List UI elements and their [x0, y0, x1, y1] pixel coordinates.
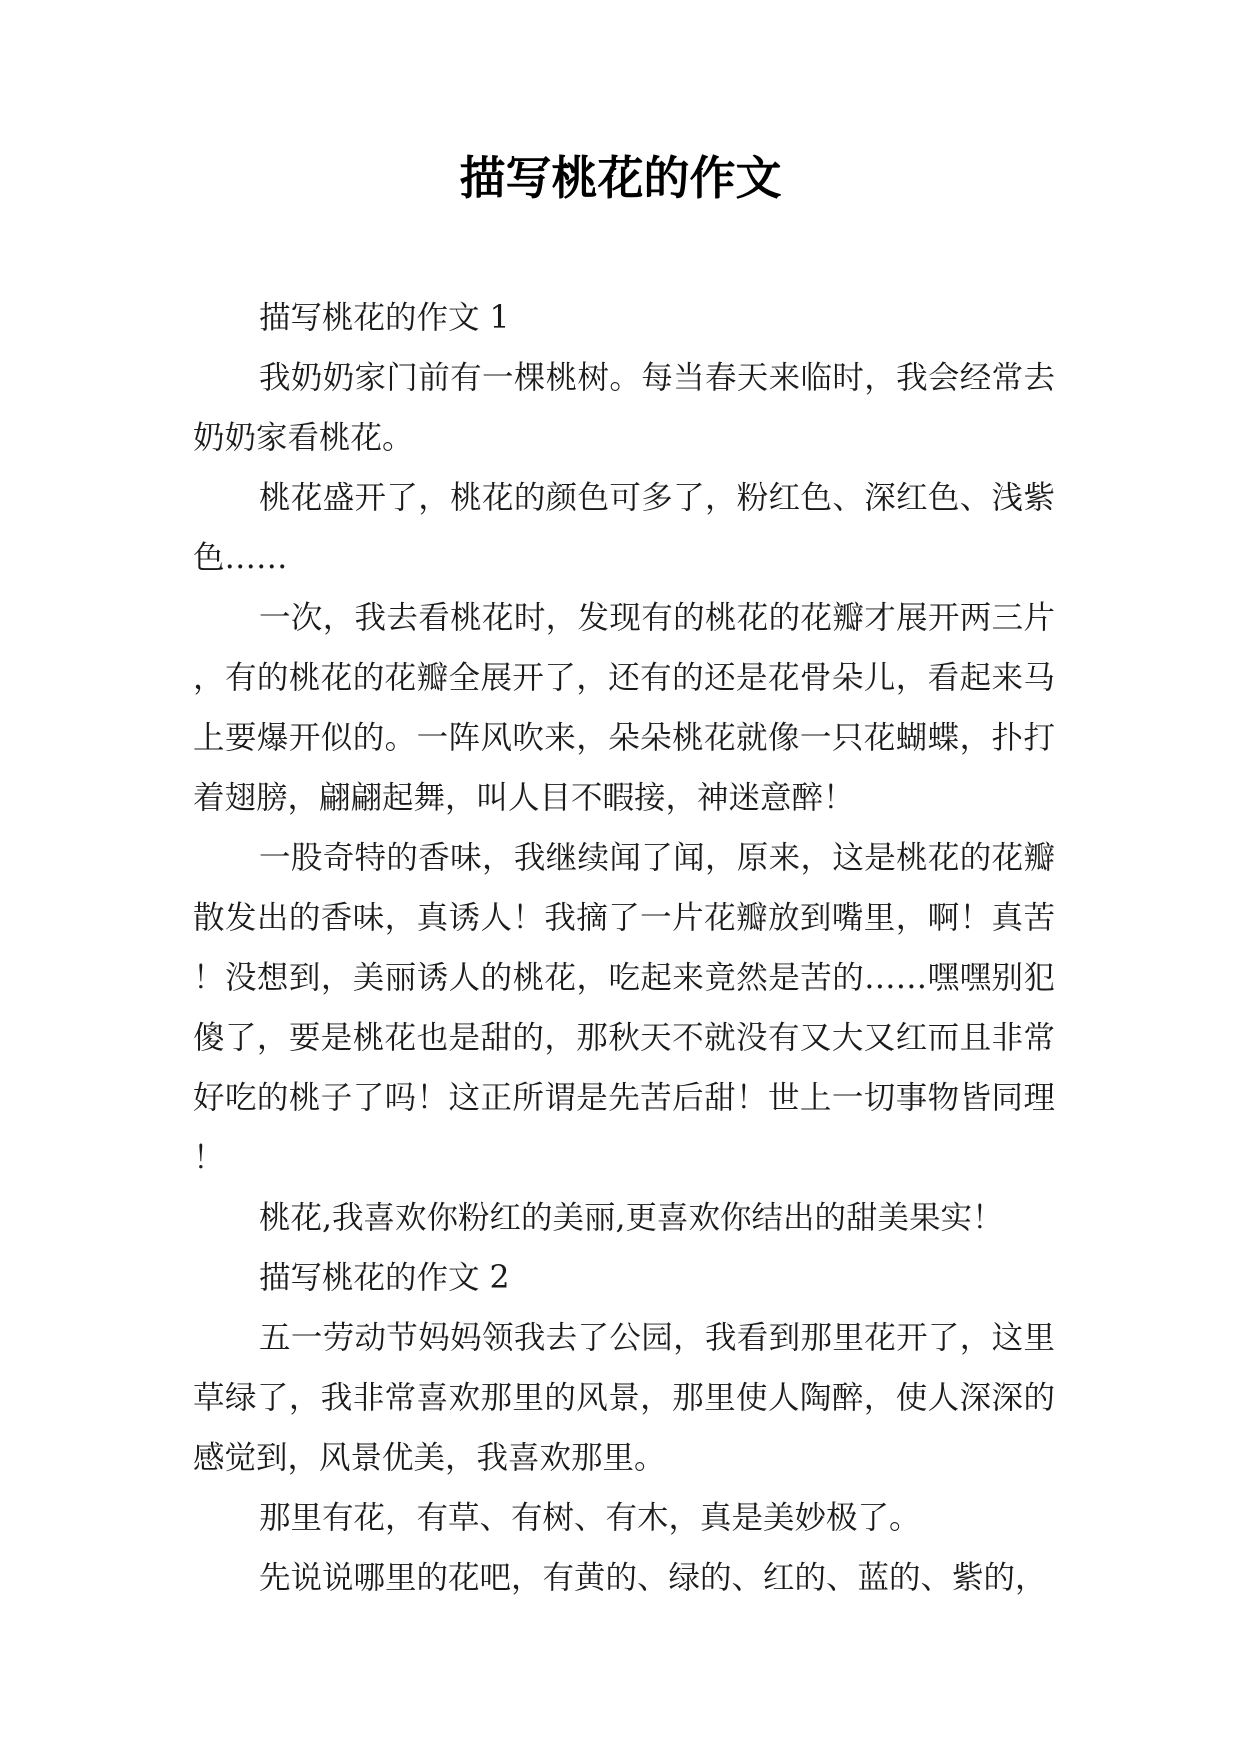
document-title: 描写桃花的作文 [459, 151, 782, 205]
section-heading: 描写桃花的作文 1 [259, 300, 510, 336]
section-heading: 描写桃花的作文 2 [259, 1260, 510, 1296]
document-body [193, 288, 1055, 1608]
paragraph: 一股奇特的香味，我继续闻了闻，原来，这是桃花的花瓣散发出的香味，真诱人！我摘了一片花瓣放到嘴里，啊！真苦！没想到，美丽诱人的桃花，吃起来竟然是苦的……嘿嘿别犯傻了，要是桃花也是甜的，那秋天不就没有又大又红而且非常好吃的桃子了吗！这正所谓是先苦后甜！世上一切事物皆同理！ [193, 840, 1055, 1176]
paragraph: 桃花,我喜欢你粉红的美丽,更喜欢你结出的甜美果实！ [259, 1200, 1004, 1236]
paragraph: 先说说哪里的花吧，有黄的、绿的、红的、蓝的、紫的， [259, 1560, 1047, 1596]
paragraph: 桃花盛开了，桃花的颜色可多了，粉红色、深红色、浅紫色…… [193, 480, 1055, 576]
paragraph: 五一劳动节妈妈领我去了公园，我看到那里花开了，这里草绿了，我非常喜欢那里的风景，那里使人陶醉，使人深深的感觉到，风景优美，我喜欢那里。 [193, 1320, 1055, 1476]
paragraph: 那里有花，有草、有树、有木，真是美妙极了。 [259, 1500, 921, 1536]
paragraph: 我奶奶家门前有一棵桃树。每当春天来临时，我会经常去奶奶家看桃花。 [193, 360, 1055, 456]
paragraph: 一次，我去看桃花时，发现有的桃花的花瓣才展开两三片，有的桃花的花瓣全展开了，还有的还是花骨朵儿，看起来马上要爆开似的。一阵风吹来，朵朵桃花就像一只花蝴蝶，扑打着翅膀，翩翩起舞，叫人目不暇接，神迷意醉！ [193, 600, 1055, 816]
